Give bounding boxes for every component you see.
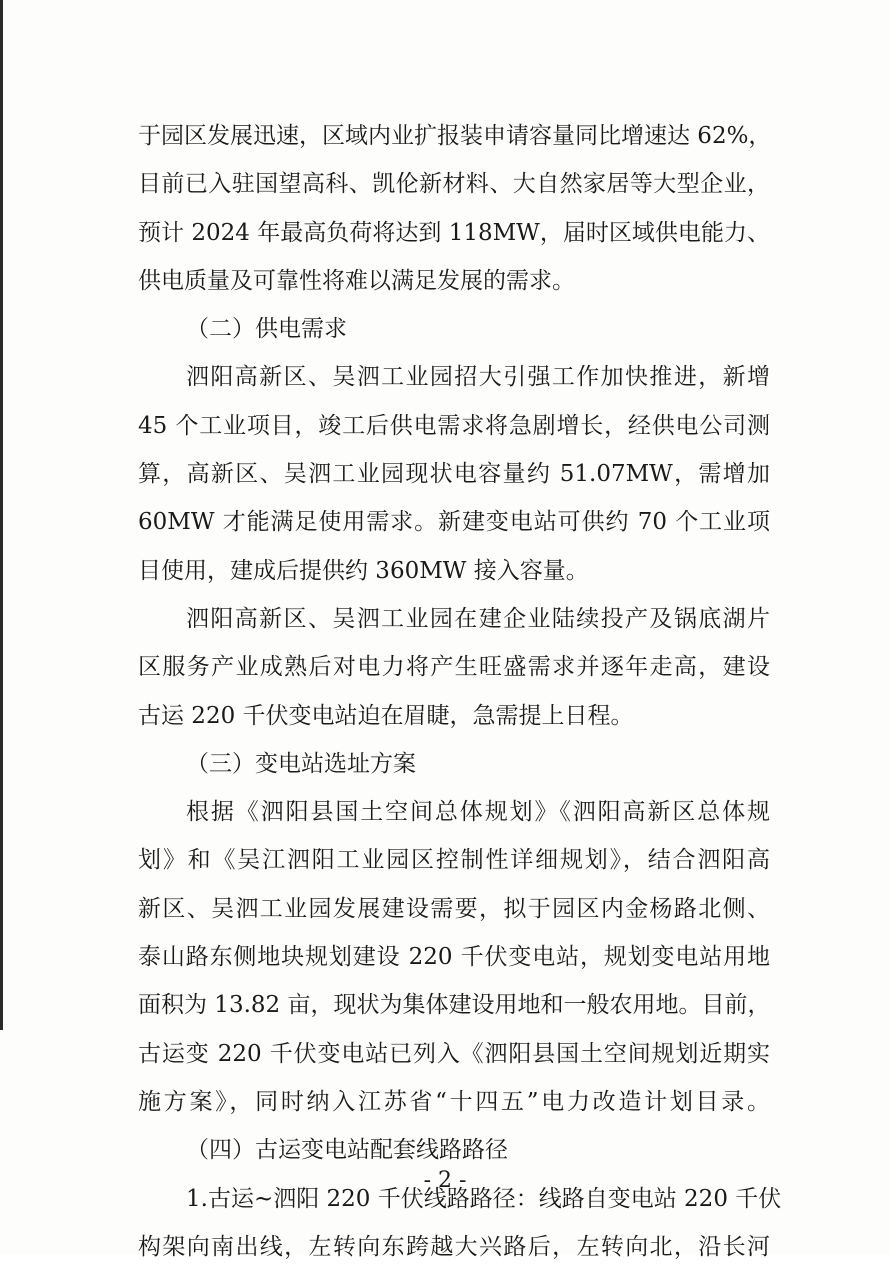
paragraph-line: 新区、吴泗工业园发展建设需要，拟于园区内金杨路北侧、 (138, 895, 770, 922)
paragraph-line: 区服务产业成熟后对电力将产生旺盛需求并逐年走高，建设 (138, 654, 770, 681)
section-heading: （二）供电需求 (186, 316, 347, 343)
paragraph-line: 泰山路东侧地块规划建设 220 千伏变电站，规划变电站用地 (138, 944, 770, 971)
page-number: - 2 - (423, 1168, 467, 1193)
document-body (138, 112, 782, 1271)
paragraph-line: 60MW 才能满足使用需求。新建变电站可供约 70 个工业项 (138, 509, 770, 536)
paragraph-line: 供电质量及可靠性将难以满足发展的需求。 (138, 267, 575, 294)
paragraph-line: 预计 2024 年最高负荷将达到 118MW，届时区域供电能力、 (138, 219, 770, 246)
section-heading: （三）变电站选址方案 (186, 750, 416, 777)
paragraph-line: 划》和《吴江泗阳工业园区控制性详细规划》，结合泗阳高 (138, 847, 770, 874)
paragraph-line: 目前已入驻国望高科、凯伦新材料、大自然家居等大型企业， (138, 171, 770, 198)
scan-edge-border (0, 0, 3, 1030)
paragraph-line: 泗阳高新区、吴泗工业园招大引强工作加快推进，新增 (186, 364, 770, 391)
section-heading: （四）古运变电站配套线路路径 (186, 1137, 508, 1164)
paragraph-line: 泗阳高新区、吴泗工业园在建企业陆续投产及锅底湖片 (186, 605, 770, 632)
paragraph-line: 古运 220 千伏变电站迫在眉睫，急需提上日程。 (138, 702, 634, 729)
paragraph-line: 施方案》，同时纳入江苏省“十四五”电力改造计划目录。 (138, 1088, 770, 1115)
paragraph-line: 45 个工业项目，竣工后供电需求将急剧增长，经供电公司测 (138, 412, 770, 439)
paragraph-line: 目使用，建成后提供约 360MW 接入容量。 (138, 557, 589, 584)
paragraph-line: 算，高新区、吴泗工业园现状电容量约 51.07MW，需增加 (138, 461, 770, 488)
paragraph-line: 1.古运~泗阳 220 千伏线路路径：线路自变电站 220 千伏 (186, 1185, 782, 1212)
paragraph-line: 构架向南出线，左转向东跨越大兴路后，左转向北，沿长河 (138, 1233, 770, 1260)
paragraph-line: 根据《泗阳县国土空间总体规划》《泗阳高新区总体规 (186, 799, 770, 826)
paragraph-line: 于园区发展迅速，区域内业扩报装申请容量同比增速达 62%， (138, 123, 772, 149)
paragraph-line: 古运变 220 千伏变电站已列入《泗阳县国土空间规划近期实 (138, 1040, 770, 1067)
paragraph-line: 面积为 13.82 亩，现状为集体建设用地和一般农用地。目前， (138, 992, 771, 1019)
